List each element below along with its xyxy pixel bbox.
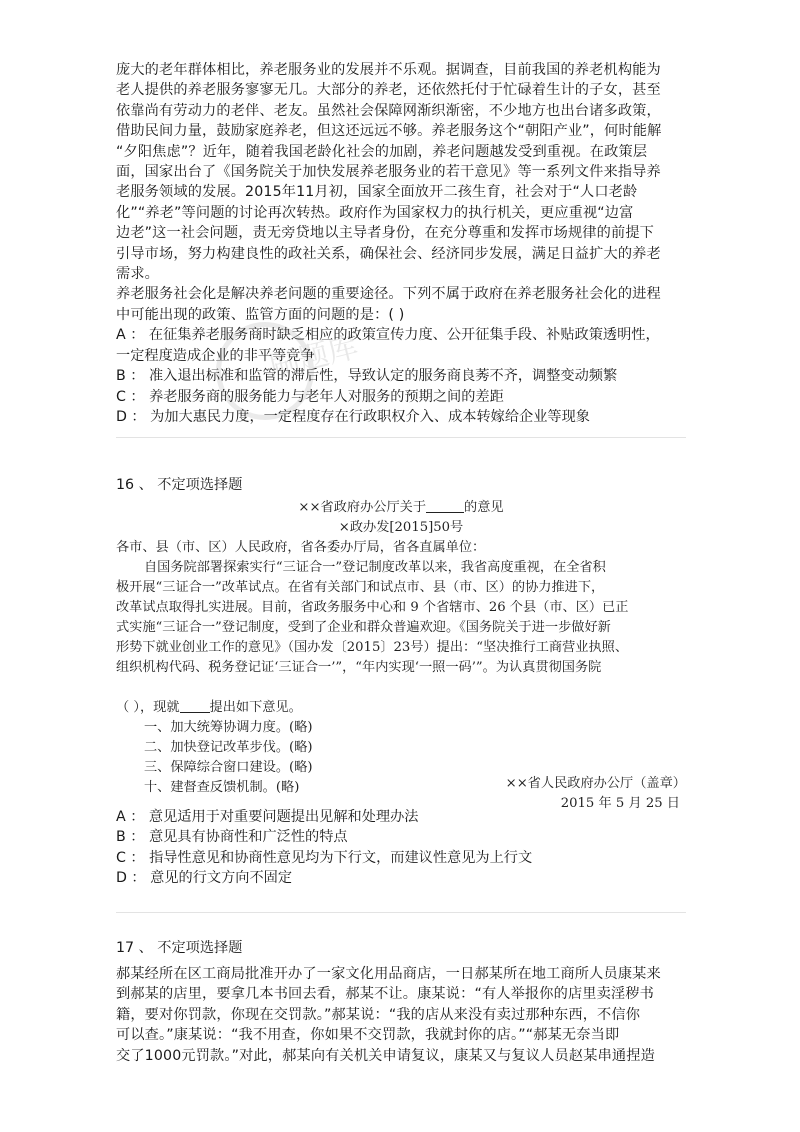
doc-body-last-line [116, 698, 302, 718]
doc-body-line: 自国务院部署探索实行“三证合一”登记制度改革以来，我省高度重视，在全省积 [144, 560, 606, 575]
passage-line: 老人提供的养老服务寥寥无几。大部分的养老，还依然托付于忙碌着生计的子女，甚至 [116, 82, 661, 99]
doc-date: 2015 年 5 月 25 日 [560, 796, 680, 811]
q15-passage [116, 60, 686, 284]
doc-signature: ××省人民政府办公厅（盖章） [505, 776, 686, 791]
option-line: B ： 准入退出标准和监管的滞后性，导致认定的服务商良莠不齐，调整变动频繁 [116, 368, 618, 385]
doc-body-blank [180, 698, 210, 713]
passage-line: 化”“养老”等问题的讨论再次转热。政府作为国家权力的执行机关，更应重视“边富 [116, 204, 634, 221]
doc-addressee: 各市、县（市、区）人民政府，省各委办厅局，省各直属单位： [116, 540, 486, 555]
doc-body-line: 改革试点取得扎实进展。目前，省政务服务中心和 9 个省辖市、26 个县（市、区）已正 [116, 600, 629, 615]
passage-line: 可以查。”康某说：“我不用查，你如果不交罚款，我就封你的店。”“郝某无奈当即 [116, 1027, 620, 1044]
passage-line: 到郝某的店里，要拿几本书回去看，郝某不让。康某说：“有人举报你的店里卖淫秽书 [116, 986, 654, 1003]
passage-line: 边老”这一社会问题，责无旁贷地以主导者身份，在充分尊重和发挥市场规律的前提下 [116, 225, 654, 242]
passage-line: 需求。 [116, 266, 160, 283]
option-line: B ： 意见具有协商性和广泛性的特点 [116, 829, 348, 846]
passage-line: “夕阳焦虑”？近年，随着我国老龄化社会的加剧，养老问题越发受到重视。在政策层 [116, 143, 648, 160]
doc-item: 一、加大统筹协调力度。(略) [144, 720, 313, 735]
option-line: D ： 意见的行文方向不固定 [116, 870, 293, 887]
doc-body-line: 极开展“三证合一”改革试点。在省有关部门和试点市、县（市、区）的协力推进下， [116, 580, 605, 595]
option-line: C ： 养老服务商的服务能力与老年人对服务的预期之间的差距 [116, 388, 504, 405]
doc-title-blank [426, 498, 464, 513]
option-line: 一定程度造成企业的非平等竞争 [116, 347, 315, 364]
passage-line: 郝某经所在区工商局批准开办了一家文化用品商店，一日郝某所在地工商所人员康某来 [116, 966, 661, 982]
q16-document-image [116, 496, 686, 812]
passage-line: 交了1000元罚款。”对此，郝某向有关机关申请复议，康某又与复议人员赵某串通捏造 [116, 1047, 655, 1064]
doc-title-suffix: 的意见 [464, 500, 504, 515]
question-line: 中可能出现的政策、监管方面的问题的是：( ) [116, 306, 405, 323]
passage-line: 老服务领域的发展。2015年11月初，国家全面放开二孩生育，社会对于“人口老龄 [116, 184, 638, 201]
passage-line: 庞大的老年群体相比，养老服务业的发展并不乐观。据调查，目前我国的养老机构能为 [116, 62, 661, 78]
doc-body-line: 组织机构代码、税务登记证‘三证合一’”，“年内实现‘一照一码’”。为认真贯彻国务院 [116, 660, 602, 675]
doc-body-last-post: 提出如下意见。 [209, 700, 302, 715]
watermark-text: 刷题库 [265, 329, 362, 386]
doc-body-last-pre: （ ），现就 [116, 700, 180, 715]
divider [116, 912, 686, 913]
doc-item: 三、保障综合窗口建设。(略) [144, 760, 313, 775]
option-line: C ： 指导性意见和协商性意见均为下行文，而建议性意见为上行文 [116, 849, 533, 866]
doc-item: 二、加快登记改革步伐。(略) [144, 740, 313, 755]
doc-body-line: 形势下就业创业工作的意见》（国办发〔2015〕23号）提出：“坚决推行工商营业执照、 [116, 640, 629, 655]
doc-number: ×政办发[2015]50号 [338, 520, 464, 535]
passage-line: 面，国家出台了《国务院关于加快发展养老服务业的若干意见》等一系列文件来指导养 [116, 164, 661, 181]
q17-header: 17 、 不定项选择题 [116, 940, 243, 956]
question-line: 养老服务社会化是解决养老问题的重要途径。下列不属于政府在养老服务社会化的进程 [116, 286, 661, 303]
passage-line: 籍，要对你罚款，你现在交罚款。”郝某说：“我的店从来没有卖过那种东西，不信你 [116, 1006, 641, 1023]
q17-passage [116, 964, 686, 1066]
passage-line: 借助民间力量，鼓励家庭养老，但这还远远不够。养老服务这个“朝阳产业”，何时能解 [116, 123, 662, 140]
doc-item: 十、建督查反馈机制。(略) [144, 780, 300, 795]
doc-title-prefix: ××省政府办公厅关于 [298, 500, 427, 515]
divider [116, 437, 686, 438]
q16-header: 16 、 不定项选择题 [116, 477, 243, 493]
q16-options [116, 807, 686, 889]
watermark-stamp [208, 318, 408, 438]
passage-line: 引导市场，努力构建良性的政社关系，确保社会、经济同步发展，满足日益扩大的养老 [116, 245, 661, 262]
option-line: A ： 在征集养老服务商时缺乏相应的政策宣传力度、公开征集手段、补贴政策透明性， [116, 327, 660, 344]
option-line: A ： 意见适用于对重要问题提出见解和处理办法 [116, 809, 419, 825]
passage-line: 依靠尚有劳动力的老伴、老友。虽然社会保障网渐织渐密，不少地方也出台诸多政策， [116, 102, 661, 119]
doc-body-line: 式实施“三证合一”登记制度，受到了企业和群众普遍欢迎。《国务院关于进一步做好新 [116, 620, 611, 635]
option-line: D ： 为加大惠民力度，一定程度存在行政职权介入、成本转嫁给企业等现象 [116, 408, 590, 425]
doc-title [116, 498, 686, 518]
